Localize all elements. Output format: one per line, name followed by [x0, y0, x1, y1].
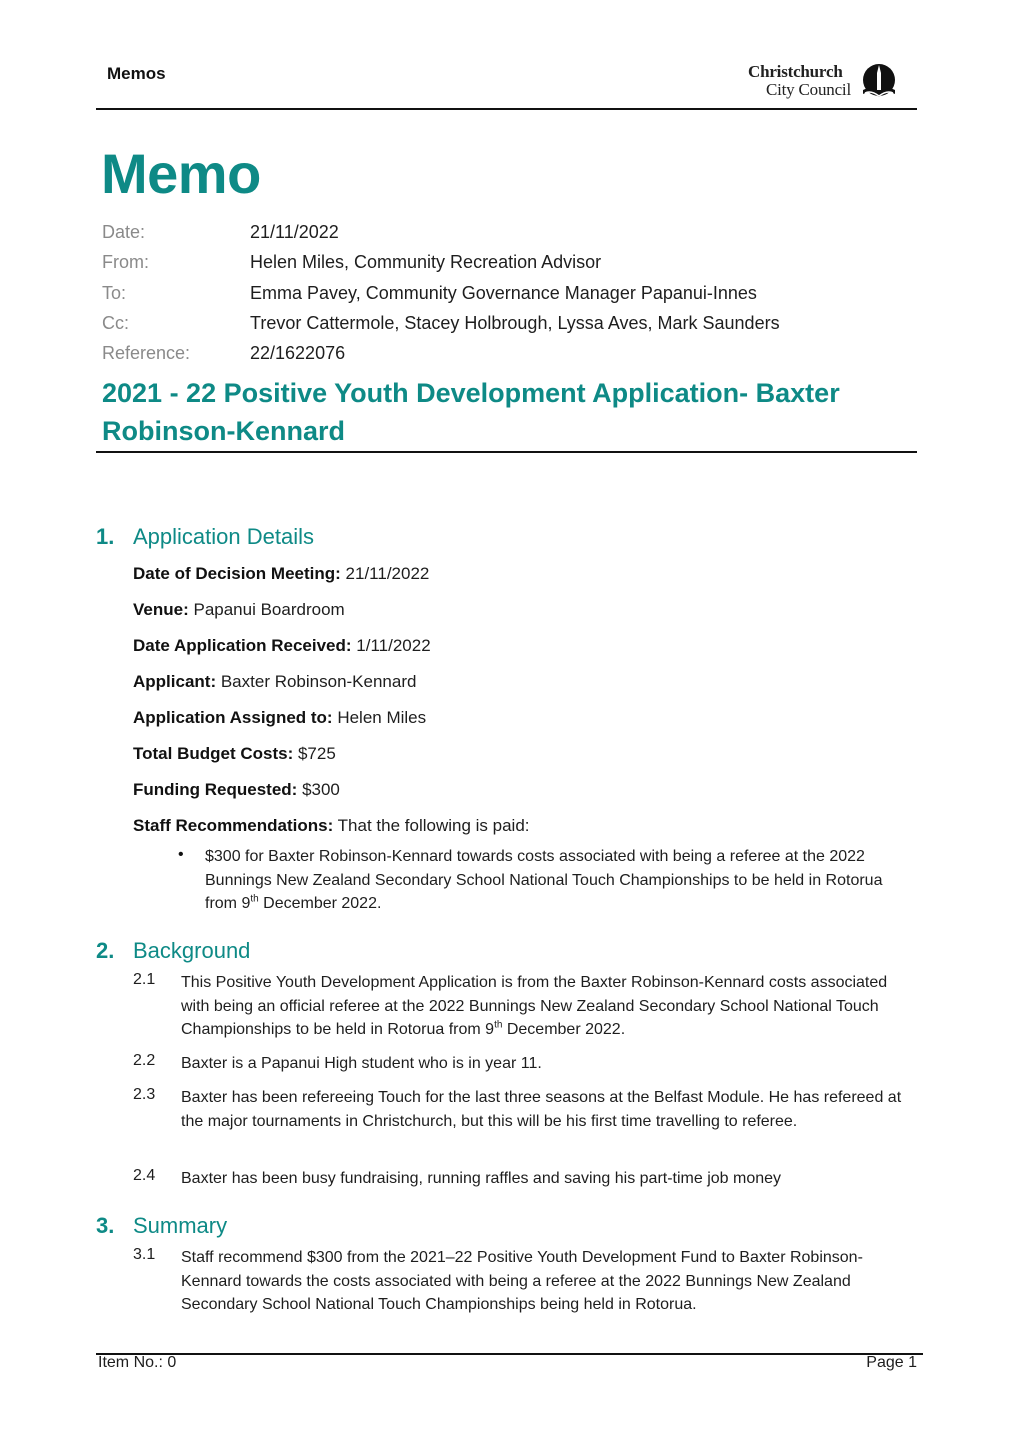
meta-cc-key: Cc:: [102, 313, 129, 333]
field-staff-recommendations: [133, 816, 530, 836]
field-decision-meeting: [133, 564, 429, 584]
recommendation-bullet-text: $300 for Baxter Robinson-Kennard towards costs associated with being a referee at the 2022 Bunnings New Zealand Secondary School National Touch Championships to be held in Rotorua from 9th December 2022.: [205, 848, 883, 912]
paragraph-number: 3.1: [133, 1246, 156, 1263]
field-label: Application Assigned to:: [133, 708, 333, 727]
meta-date-value: 21/11/2022: [250, 222, 339, 242]
memo-title: Memo: [101, 142, 261, 205]
council-logo: [746, 62, 902, 104]
document-title: 2021 - 22 Positive Youth Development Application- Baxter Robinson-Kennard: [102, 378, 840, 446]
title-rule: [96, 451, 917, 453]
meta-reference-key: Reference:: [102, 343, 191, 363]
field-label: Date of Decision Meeting:: [133, 564, 341, 583]
logo-text-line1: Christchurch: [748, 62, 843, 81]
bullet-icon: •: [178, 846, 184, 863]
field-funding-requested: [133, 780, 340, 800]
paragraph-text: Baxter has been refereeing Touch for the last three seasons at the Belfast Module. He has refereed at the major tournaments in Christchurch, but this will be his first time travelling to referee.: [181, 1089, 902, 1130]
paragraph-number: 2.3: [133, 1086, 156, 1103]
meta-to-key: To:: [102, 283, 127, 303]
paragraph-number: 2.4: [133, 1167, 156, 1184]
field-applicant: [133, 672, 416, 692]
section-3-number: 3.: [96, 1213, 115, 1238]
field-value: Helen Miles: [337, 708, 427, 727]
field-label: Date Application Received:: [133, 636, 352, 655]
field-date-received: [133, 636, 431, 656]
field-label: Venue:: [133, 600, 189, 619]
logo-text-line2: City Council: [766, 80, 851, 99]
footer-rule: [96, 1353, 923, 1355]
meta-to-value: Emma Pavey, Community Governance Manager Papanui-Innes: [250, 283, 757, 303]
field-label: Staff Recommendations:: [133, 816, 334, 835]
field-value: $300: [302, 780, 340, 799]
meta-cc-value: Trevor Cattermole, Stacey Holbrough, Lyssa Aves, Mark Saunders: [250, 313, 780, 333]
footer-item-number: Item No.: 0: [98, 1354, 177, 1371]
section-2-title: Background: [133, 938, 251, 963]
field-venue: [133, 600, 345, 620]
field-value: 21/11/2022: [345, 564, 430, 583]
meta-date-key: Date:: [102, 222, 146, 242]
paragraph-text: Baxter has been busy fundraising, running raffles and saving his part-time job money: [181, 1170, 782, 1187]
field-label: Applicant:: [133, 672, 217, 691]
field-value: 1/11/2022: [356, 636, 431, 655]
cathedral-logo-icon: [860, 63, 898, 101]
field-value: $725: [297, 744, 336, 763]
header-label: Memos: [107, 64, 166, 83]
paragraph-text: Baxter is a Papanui High student who is in year 11.: [181, 1055, 542, 1072]
field-value: Papanui Boardroom: [193, 600, 345, 619]
section-3-title: Summary: [133, 1213, 228, 1238]
field-value: That the following is paid:: [337, 816, 530, 835]
paragraph-text: This Positive Youth Development Application is from the Baxter Robinson-Kennard costs associated with being an official referee at the 2022 Bunnings New Zealand Secondary School National Touch Championships to be held in Rotorua from 9th December 2022.: [181, 974, 888, 1038]
field-assigned-to: [133, 708, 426, 728]
meta-from-value: Helen Miles, Community Recreation Advisor: [250, 252, 602, 272]
field-label: Total Budget Costs:: [133, 744, 294, 763]
section-2-number: 2.: [96, 938, 115, 963]
header-rule: [96, 108, 917, 110]
field-label: Funding Requested:: [133, 780, 298, 799]
paragraph-number: 2.2: [133, 1052, 156, 1069]
paragraph-text: Staff recommend $300 from the 2021–22 Positive Youth Development Fund to Baxter Robinson-Kennard towards the costs associated with being a referee at the 2022 Bunnings New Zealand Secondary School National Touch Championships being held in Rotorua.: [181, 1249, 863, 1313]
meta-from-key: From:: [102, 252, 149, 272]
section-1-number: 1.: [96, 524, 115, 549]
meta-reference-value: 22/1622076: [250, 343, 346, 363]
field-value: Baxter Robinson-Kennard: [220, 672, 417, 691]
footer-page-number: Page 1: [866, 1354, 917, 1371]
field-total-budget: [133, 744, 336, 764]
section-1-title: Application Details: [133, 524, 314, 549]
paragraph-number: 2.1: [133, 971, 156, 988]
